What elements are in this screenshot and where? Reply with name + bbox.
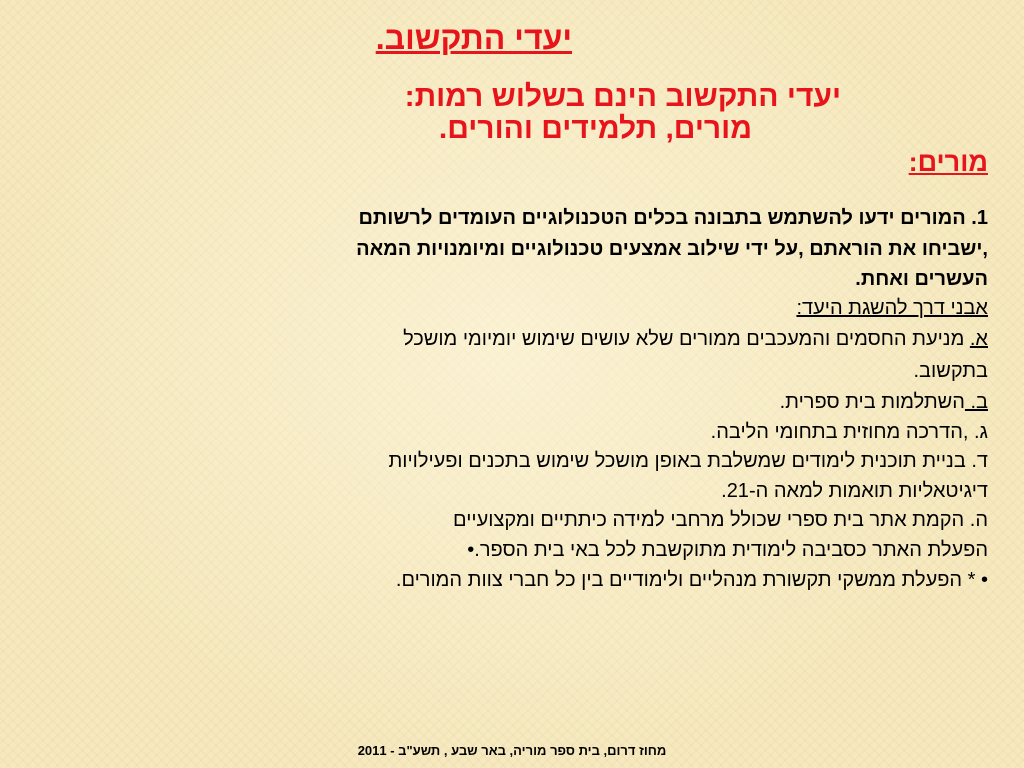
item-a-line-2 [914, 360, 989, 383]
item-c: ג. ,הדרכה מחוזית בתחומי הליבה. [710, 421, 988, 443]
item-a-text-2: בתקשוב. [913, 360, 988, 382]
item-b-label: ב. [964, 391, 988, 413]
item-e: ה. הקמת אתר בית ספרי שכולל מרחבי למידה כיתתיים ומקצועיים [453, 509, 988, 531]
goal-1-line-2: ,ישביחו את הוראתם ,על ידי שילוב אמצעים טכנולוגיים ומיומנויות המאה [356, 238, 988, 260]
item-a-text: מניעת החסמים והמעכבים ממורים שלא עושים שימוש יומיומי מושכל [403, 328, 970, 350]
subtitle-line-1: יעדי התקשוב הינם בשלוש רמות: [404, 80, 841, 113]
slide-title: יעדי התקשוב. [375, 20, 572, 56]
item-b [780, 391, 988, 414]
milestones-heading: אבני דרך להשגת היעד: [796, 297, 988, 319]
item-d-line-2: דיגיטאליות תואמות למאה ה-21. [721, 480, 988, 502]
item-a-label: א. [969, 328, 988, 350]
item-f: הפעלת האתר כסביבה לימודית מתוקשבת לכל באי בית הספר.• [467, 539, 988, 561]
slide-footer: מחוז דרום, בית ספר מוריה, באר שבע , תשע"ב - 2011 [357, 743, 667, 758]
item-a-line-1 [403, 328, 988, 351]
item-b-text: השתלמות בית ספרית. [779, 391, 965, 413]
item-d-line-1: ד. בניית תוכנית לימודים שמשלבת באופן מושכל שימוש בתכנים ופעילויות [388, 450, 988, 472]
subtitle-line-2: מורים, תלמידים והורים. [438, 112, 752, 145]
teachers-heading: מורים: [908, 147, 988, 177]
item-g: • * הפעלת ממשקי תקשורת מנהליים ולימודיים בין כל חברי צוות המורים. [395, 569, 988, 591]
goal-1-line-3: העשרים ואחת. [855, 268, 988, 290]
goal-1-line-1: 1. המורים ידעו להשתמש בתבונה בכלים הטכנולוגיים העומדים לרשותם [358, 207, 988, 229]
